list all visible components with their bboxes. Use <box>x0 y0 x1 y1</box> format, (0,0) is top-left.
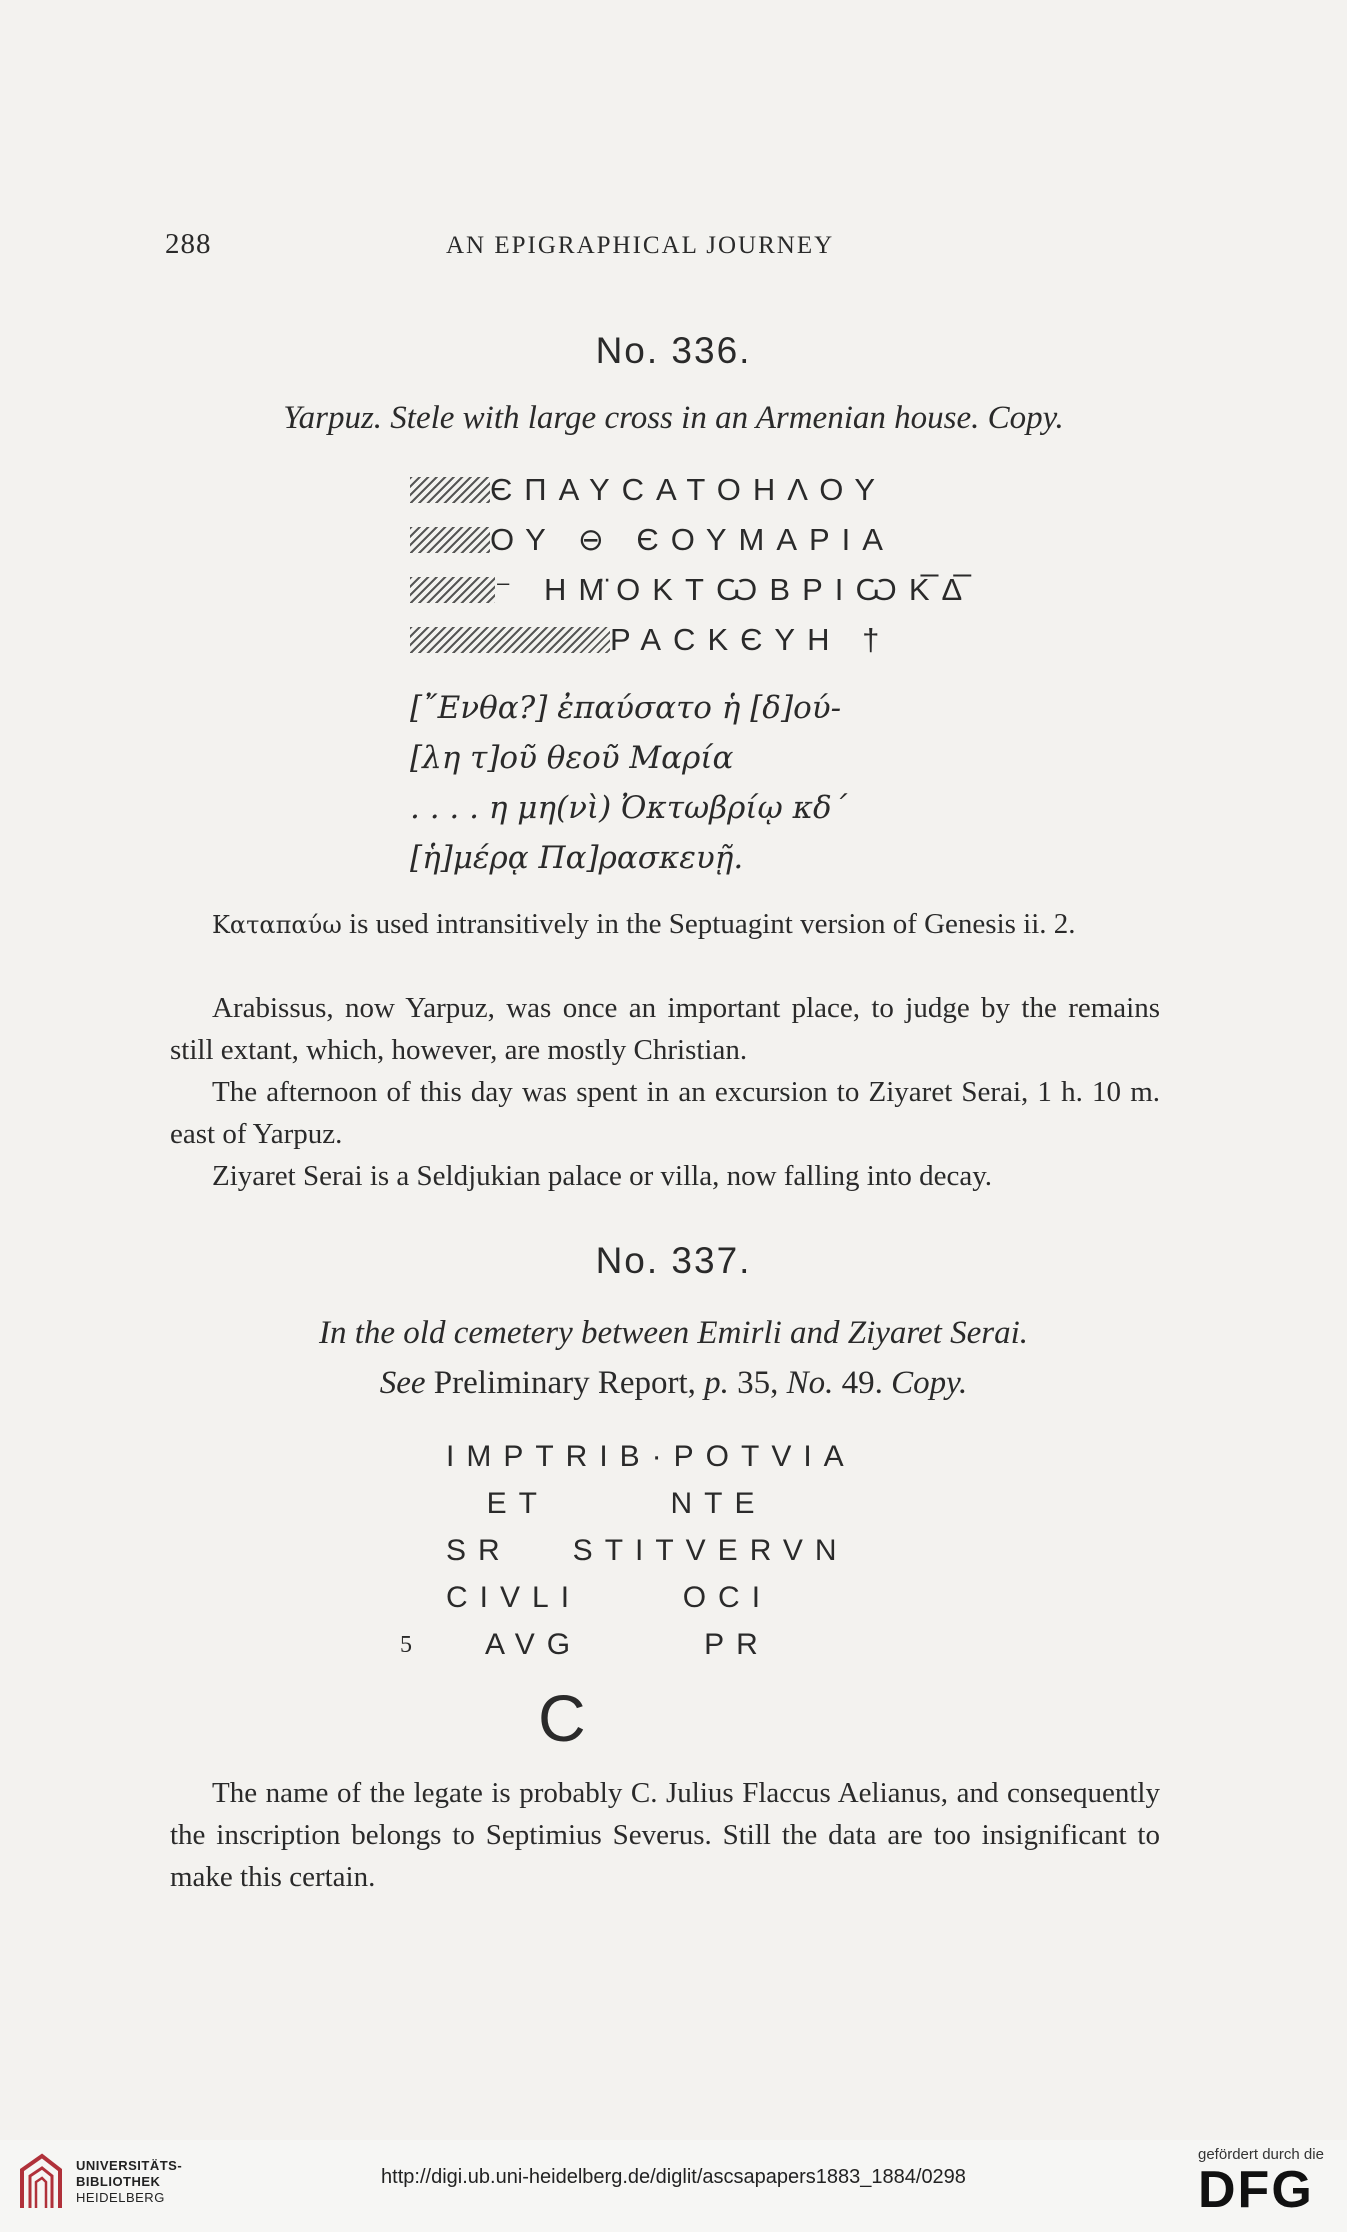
dfg-logo: DFG <box>1198 2161 1314 2219</box>
inscription-337-line-2: ET NTE <box>446 1487 767 1520</box>
paragraph-arabissus: Arabissus, now Yarpuz, was once an important place, to judge by the remains still extant, which, however, are mostly Christian. <box>170 992 1160 1066</box>
note-word: Καταπαύω <box>212 911 342 939</box>
library-name-line-2: BIBLIOTHEK <box>76 2174 161 2189</box>
transcription-line-2: [λη τ]οῦ θεοῦ Μαρία <box>410 740 734 776</box>
transcription-line-1: [῎Ενθα?] ἐπαύσατο ἡ [δ]ού- <box>410 690 842 726</box>
transcription-line-4: [ἡ]μέρᾳ Πα]ρασκευῇ. <box>410 840 744 876</box>
damaged-area <box>410 477 490 503</box>
library-name-line-1: UNIVERSITÄTS- <box>76 2158 183 2173</box>
inscription-336-line-3: ⁻ ΗΜ̈ΟΚΤѠΒΡΙѠΚ̅Δ̅ <box>410 572 974 608</box>
line-number: 5 <box>400 1632 412 1658</box>
running-title: AN EPIGRAPHICAL JOURNEY <box>446 232 835 259</box>
paragraph-ziyaret: Ziyaret Serai is a Seldjukian palace or villa, now falling into decay. <box>212 1160 993 1192</box>
entry-337-caption-line-2: See Preliminary Report, p. 35, No. 49. Copy. <box>379 1365 968 1401</box>
big-letter-c: C <box>538 1681 586 1755</box>
library-name-line-3: HEIDELBERG <box>76 2190 165 2205</box>
inscription-337-line-4: CIVLI OCI <box>446 1581 773 1614</box>
inscription-337-line-3: SR STITVERVN <box>446 1534 849 1567</box>
funded-by-label: gefördert durch die <box>1198 2146 1324 2163</box>
entry-337-caption-line-1: In the old cemetery between Emirli and Ziyaret Serai. <box>318 1315 1029 1351</box>
inscription-336-line-4: ΡΑCΚЄΥΗ † <box>410 622 891 658</box>
inscription-336-line-1: ЄПΑΥCΑΤΟΗΛΟΥ <box>410 472 887 508</box>
entry-337-heading: No. 337. <box>595 1240 752 1281</box>
damaged-area <box>410 627 610 653</box>
paragraph-legate: The name of the legate is probably C. Julius Flaccus Aelianus, and consequently the inscription belongs to Septimius Severus. Still the data are too insignificant to make this certain. <box>170 1777 1160 1893</box>
inscription-337-line-1: IMPTRIB·POTVIA <box>446 1440 856 1473</box>
inscription-337-line-5: AVG PR <box>446 1628 770 1661</box>
footer-url-link[interactable]: http://digi.ub.uni-heidelberg.de/diglit/ascsapapers1883_1884/0298 <box>381 2166 966 2188</box>
note-paragraph: Καταπαύω is used intransitively in the Septuagint version of Genesis ii. 2. <box>212 908 1076 940</box>
transcription-line-3: . . . . η μη(νὶ) Ὀκτωβρίῳ κδ΄ <box>410 790 848 826</box>
damaged-area <box>410 527 490 553</box>
paragraph-afternoon: The afternoon of this day was spent in an excursion to Ziyaret Serai, 1 h. 10 m. east of Yarpuz. <box>170 1076 1160 1150</box>
inscription-336-line-2: ΟΥ ⊖ ЄΟΥΜΑΡΙΑ <box>410 522 895 558</box>
damaged-area <box>410 577 495 603</box>
entry-336-caption: Yarpuz. Stele with large cross in an Armenian house. Copy. <box>283 400 1064 436</box>
entry-336-heading: No. 336. <box>595 330 752 371</box>
page-number: 288 <box>165 228 212 260</box>
